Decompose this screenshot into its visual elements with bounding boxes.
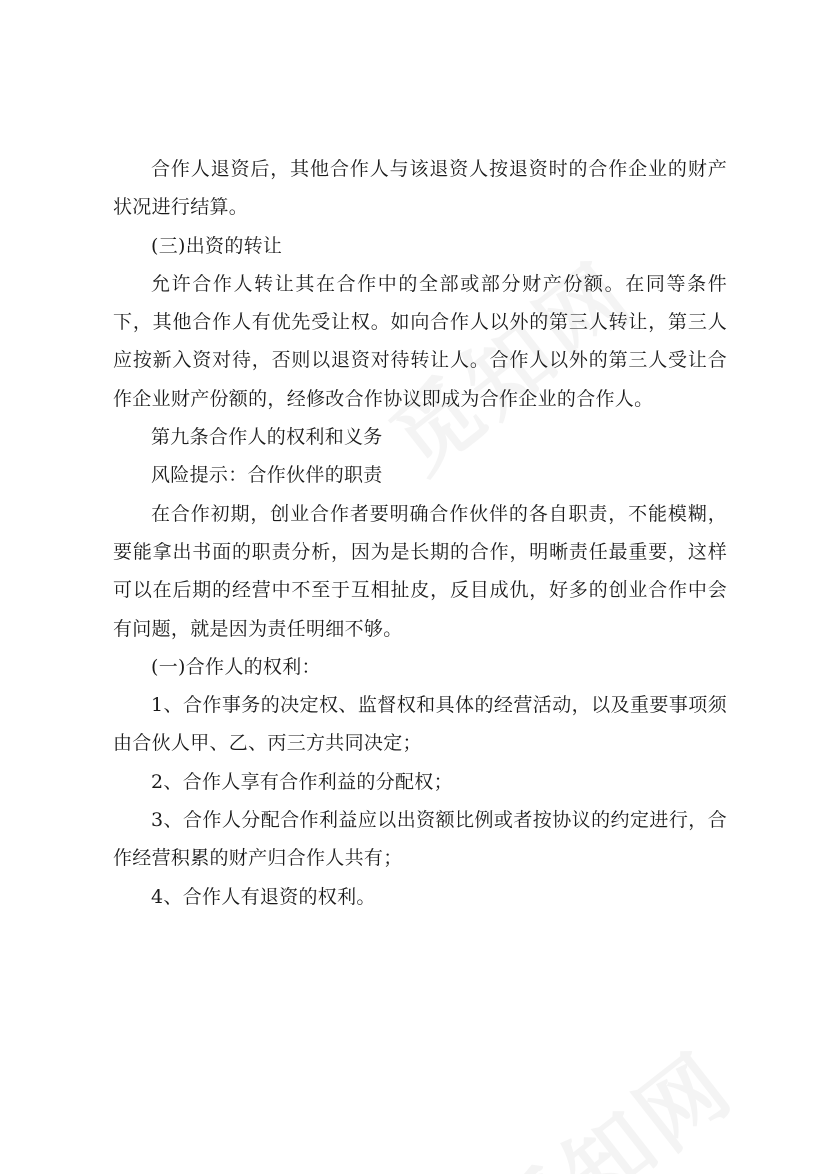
watermark (461, 1018, 755, 1174)
paragraph: 合作人退资后，其他合作人与该退资人按退资时的合作企业的财产状况进行结算。 (113, 158, 727, 219)
document-body (113, 150, 727, 916)
list-item: 4、合作人有退资的权利。 (151, 885, 376, 908)
list-item: 3、合作人分配合作利益应以出资额比例或者按协议的约定进行，合作经营积累的财产归合作人共有； (113, 809, 727, 870)
paragraph: 允许合作人转让其在合作中的全部或部分财产份额。在同等条件下，其他合作人有优先受让权。如向合作人以外的第三人转让，第三人应按新入资对待，否则以退资对待转让人。合作人以外的第三人受让合作企业财产份额的，经修改合作协议即成为合作企业的合作人。 (113, 272, 727, 410)
section-heading: (一)合作人的权利： (151, 655, 321, 678)
list-item: 2、合作人享有合作利益的分配权； (151, 770, 453, 793)
risk-notice-heading: 风险提示：合作伙伴的职责 (151, 464, 383, 487)
list-item: 1、合作事务的决定权、监督权和具体的经营活动，以及重要事项须由合伙人甲、乙、丙三方共同决定； (113, 694, 727, 755)
section-heading: (三)出资的转让 (151, 234, 283, 257)
paragraph: 在合作初期，创业合作者要明确合作伙伴的各自职责，不能模糊，要能拿出书面的职责分析，因为是长期的合作，明晰责任最重要，这样可以在后期的经营中不至于互相扯皮，反目成仇，好多的创业合作中会有问题，就是因为责任明细不够。 (113, 502, 727, 640)
article-heading: 第九条合作人的权利和义务 (151, 426, 383, 449)
